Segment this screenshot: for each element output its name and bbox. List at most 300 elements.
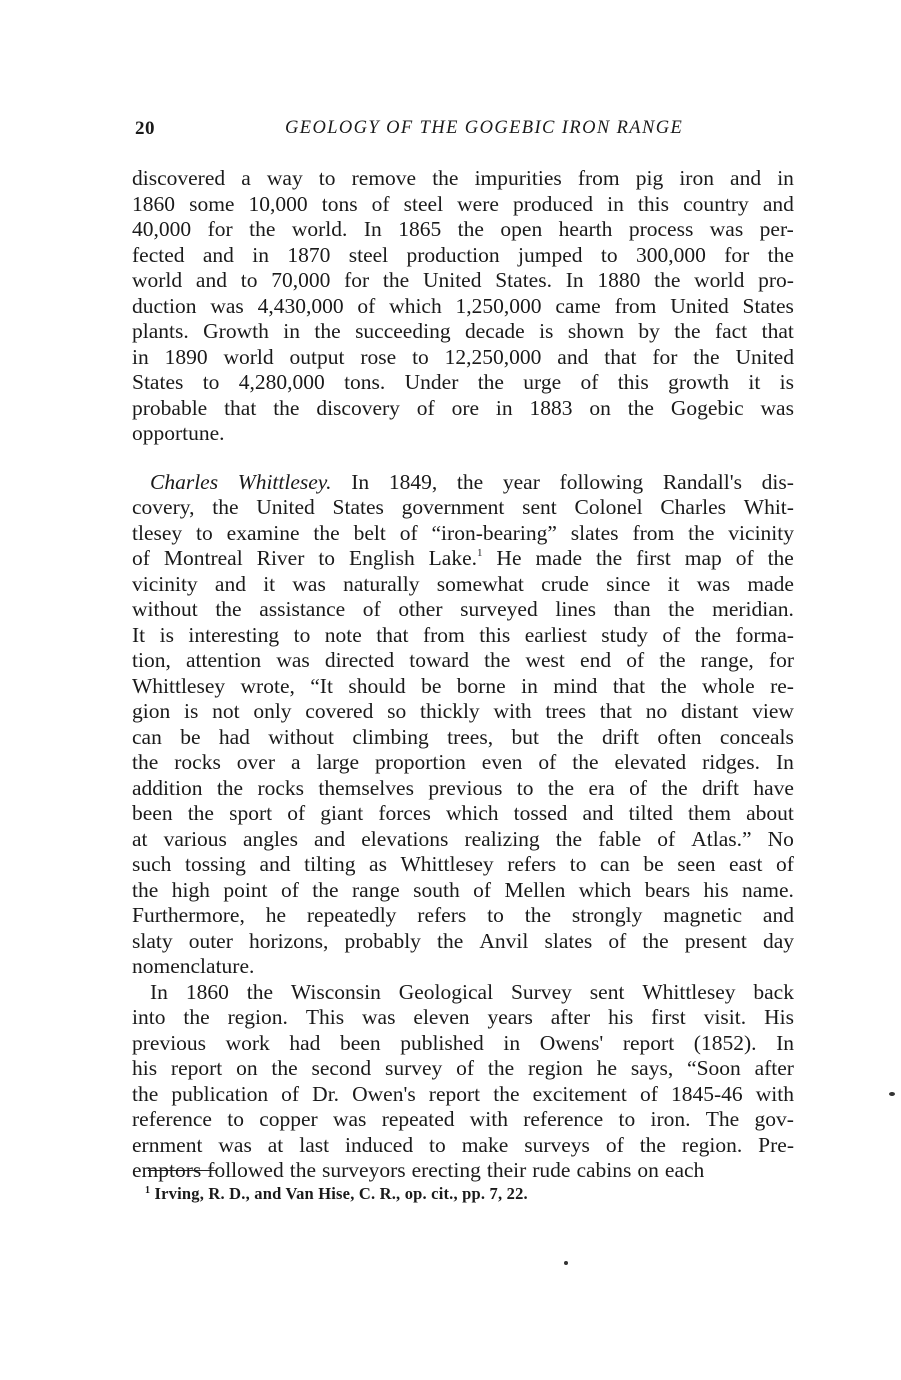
word: the — [457, 217, 484, 241]
word: 4,280,000 — [238, 370, 325, 394]
word: Whit- — [743, 495, 794, 519]
word: sent — [589, 979, 625, 1004]
word: of — [608, 928, 627, 953]
word: of — [281, 1081, 300, 1106]
word: belt — [353, 520, 386, 545]
word: slaty — [132, 928, 173, 953]
text-line — [132, 725, 794, 751]
word: the — [639, 1132, 666, 1157]
word: years — [487, 1005, 533, 1029]
word: large — [316, 750, 360, 774]
word: of — [626, 648, 645, 672]
word: was — [276, 648, 310, 672]
word: to — [429, 1132, 446, 1157]
word: 1849, — [388, 469, 438, 494]
word: south — [413, 877, 460, 902]
word: copper — [259, 1107, 318, 1131]
word: only — [253, 699, 292, 723]
word: Montreal — [163, 546, 243, 570]
word: second — [311, 1056, 372, 1080]
word: even — [481, 750, 523, 774]
word: was — [210, 293, 244, 318]
word: to — [202, 370, 220, 394]
word: meridian. — [712, 597, 794, 621]
word: of — [371, 191, 390, 216]
word: the — [674, 319, 701, 343]
word: last — [299, 1132, 330, 1157]
word: (1852). — [693, 1030, 757, 1055]
word: In — [776, 1030, 794, 1055]
word: way — [266, 166, 303, 190]
word: end — [580, 648, 612, 672]
word: of — [657, 826, 676, 851]
word: to — [618, 1107, 636, 1131]
word: says, — [630, 1056, 674, 1080]
word: the — [314, 319, 341, 343]
word: west — [525, 648, 565, 672]
word: of — [639, 1081, 658, 1106]
word: and — [730, 166, 762, 190]
word: it — [748, 370, 761, 394]
word: thickly — [419, 699, 480, 723]
word: plants. — [132, 319, 189, 343]
word: 1865 — [398, 217, 442, 241]
word: published — [400, 1030, 484, 1055]
word: is — [779, 370, 794, 394]
word: work — [225, 1030, 270, 1055]
word: point — [223, 877, 268, 902]
word: crude — [541, 571, 589, 596]
word: note — [324, 622, 362, 647]
word: 1860 — [185, 979, 229, 1004]
word: and — [582, 801, 614, 825]
word: produced — [513, 191, 594, 216]
word: of — [362, 597, 381, 621]
word: drift — [701, 775, 740, 800]
text-line — [132, 954, 794, 980]
word: In — [775, 750, 794, 774]
word: 1,250,000 — [455, 293, 542, 318]
word: to — [600, 242, 618, 267]
word: world — [223, 344, 274, 369]
word: of — [399, 520, 418, 545]
word: magnetic — [663, 903, 743, 927]
word: the — [183, 1005, 210, 1029]
text-line — [132, 470, 794, 496]
text-line — [132, 648, 794, 674]
word: from — [614, 293, 657, 318]
word: had — [218, 724, 250, 749]
word: following — [559, 469, 644, 494]
word: nomenclature. — [132, 954, 255, 978]
word: not — [212, 699, 240, 723]
word: directed — [324, 648, 395, 672]
word: per- — [759, 217, 794, 241]
word: was — [218, 1132, 252, 1157]
word: the — [660, 673, 687, 698]
word: at — [267, 1132, 284, 1157]
word: were — [457, 191, 499, 216]
word: slates — [570, 520, 619, 545]
word: and — [202, 242, 234, 267]
text-line — [132, 1082, 794, 1108]
word: of — [280, 877, 299, 902]
word: Lake.$^1$ — [428, 546, 483, 570]
word: rocks — [174, 750, 221, 774]
word: day — [762, 928, 794, 953]
word: 1860 — [132, 191, 175, 216]
word: to — [412, 344, 429, 369]
word: was — [709, 217, 744, 241]
word: for — [768, 648, 794, 672]
word: 1883 — [529, 395, 573, 420]
text-line — [132, 980, 794, 1006]
text-line — [132, 495, 794, 521]
word: “Soon — [687, 1056, 741, 1080]
word: to — [318, 546, 336, 570]
word: Geological — [398, 979, 494, 1004]
word: probably — [344, 928, 421, 953]
word: Growth — [203, 319, 269, 343]
word: was — [760, 395, 794, 420]
word: the — [572, 750, 599, 774]
word: tossing — [184, 852, 246, 876]
word: be — [180, 724, 201, 749]
word: repeatedly — [306, 903, 397, 927]
word: discovered — [132, 166, 226, 190]
word: region — [527, 1056, 583, 1080]
text-line — [132, 801, 794, 827]
word: such — [132, 852, 172, 876]
word: first — [636, 546, 671, 570]
text-line — [132, 1133, 794, 1159]
word: succeeding — [355, 319, 451, 343]
word: fected — [132, 242, 185, 267]
text-line — [132, 521, 794, 547]
word: Owens' — [539, 1030, 604, 1055]
word: United — [670, 293, 729, 318]
word: various — [163, 826, 227, 851]
word: the — [312, 877, 339, 902]
word: as — [369, 852, 387, 876]
word: some — [189, 191, 235, 216]
word: States. — [495, 268, 552, 292]
word: previous — [132, 1030, 207, 1055]
word: impurities — [474, 166, 562, 190]
word: name. — [741, 877, 794, 902]
word: no — [645, 699, 668, 723]
word: without — [268, 724, 334, 749]
word: tons. — [344, 370, 386, 394]
word: duction — [132, 293, 197, 318]
word: States — [742, 293, 794, 318]
word: the — [487, 1056, 515, 1080]
word: made — [535, 546, 582, 570]
word: them — [687, 801, 731, 825]
word: naturally — [343, 571, 420, 596]
text-line — [132, 294, 794, 320]
word: from — [577, 166, 620, 190]
word: 4,430,000 — [257, 293, 344, 318]
word: world — [132, 268, 183, 292]
word: his — [132, 1056, 158, 1080]
word: pig — [635, 166, 664, 190]
word: “It — [310, 673, 333, 698]
word: whole — [702, 673, 755, 698]
word: in — [777, 166, 794, 190]
word: world. — [291, 217, 348, 241]
word: steel — [348, 242, 389, 267]
word: publication — [171, 1081, 269, 1106]
word: for — [207, 217, 233, 241]
word: by — [638, 319, 660, 343]
word: iron. — [650, 1107, 691, 1131]
word: he — [265, 903, 287, 927]
word: This — [305, 1005, 345, 1029]
word: forma- — [735, 622, 794, 647]
word: other — [398, 597, 443, 621]
word: that — [761, 319, 794, 343]
word: the — [555, 826, 583, 851]
word: the — [246, 979, 274, 1004]
word: steel — [403, 191, 444, 216]
word: with — [755, 1081, 794, 1106]
word: was — [696, 571, 731, 596]
word: ernment — [132, 1132, 203, 1157]
word: In — [351, 469, 370, 494]
word: vicinity — [132, 571, 198, 596]
word: had — [289, 1030, 321, 1055]
word: from — [422, 622, 465, 647]
word: in — [132, 344, 149, 369]
word: high — [171, 877, 210, 902]
word: outer — [188, 928, 233, 953]
word: for — [344, 268, 370, 292]
word: 40,000 — [132, 217, 192, 241]
word: it — [263, 571, 276, 596]
word: into — [132, 1005, 166, 1029]
word: realizing — [464, 826, 540, 851]
word: report — [428, 1081, 481, 1106]
word: pro- — [758, 268, 794, 292]
word: examine — [226, 520, 300, 545]
word: growth — [668, 370, 730, 394]
word: Whittlesey — [132, 673, 226, 698]
word: the — [132, 1081, 159, 1106]
word: Anvil — [479, 928, 529, 953]
word: gion — [132, 699, 171, 723]
text-line — [132, 268, 794, 294]
word: re- — [770, 673, 794, 698]
word: output — [289, 344, 345, 369]
word: English — [349, 546, 415, 570]
word: of — [473, 877, 492, 902]
word: “iron-bearing” — [431, 520, 557, 545]
word: dis- — [761, 469, 794, 494]
paragraph — [132, 980, 794, 1184]
word: of — [287, 801, 306, 825]
word: that — [604, 344, 637, 369]
word: the — [289, 1158, 316, 1182]
word: conceals — [719, 724, 794, 749]
text-line — [132, 699, 794, 725]
text-line — [132, 370, 794, 396]
word: and — [314, 826, 346, 851]
word: of — [605, 1132, 624, 1157]
word: after — [754, 1056, 794, 1080]
word: Charles — [150, 469, 219, 494]
word: and — [762, 903, 794, 927]
word: the — [132, 877, 159, 902]
word: be — [421, 673, 442, 698]
word: trees, — [447, 724, 494, 749]
word: been — [340, 1030, 381, 1055]
word: The — [705, 1107, 740, 1131]
word: 70,000 — [271, 268, 331, 292]
word: jumped — [518, 242, 583, 267]
word: interesting — [188, 622, 280, 647]
word: it — [667, 571, 680, 596]
word: bears — [644, 877, 691, 902]
word: urge — [523, 370, 562, 394]
word: In — [363, 217, 382, 241]
word: the — [477, 370, 504, 394]
word: Owen's — [352, 1081, 416, 1106]
word: Whittlesey — [642, 979, 736, 1004]
word: the — [547, 775, 575, 800]
word: trees — [545, 699, 587, 723]
word: the — [382, 268, 410, 292]
word: reference — [132, 1107, 212, 1131]
text-line — [132, 345, 794, 371]
word: River — [256, 546, 305, 570]
word: be — [643, 852, 664, 876]
word: and — [214, 571, 246, 596]
word: and — [762, 191, 794, 216]
word: his — [703, 877, 729, 902]
word: of — [132, 546, 150, 570]
word: this — [617, 370, 649, 394]
word: and — [259, 852, 291, 876]
word: vicinity — [728, 520, 794, 545]
word: United — [735, 344, 794, 369]
word: for — [652, 344, 678, 369]
word: distant — [681, 699, 739, 723]
text-line — [132, 623, 794, 649]
word: that — [612, 673, 646, 698]
word: on — [236, 1056, 258, 1080]
word: tossed — [513, 801, 568, 825]
word: of — [538, 750, 557, 774]
word: was — [362, 1005, 396, 1029]
text-line — [132, 1005, 794, 1031]
word: induced — [345, 1132, 414, 1157]
word: survey — [384, 1056, 443, 1080]
text-line — [132, 319, 794, 345]
word: after — [550, 1005, 591, 1029]
text-line — [132, 243, 794, 269]
word: map — [684, 546, 722, 570]
text-line — [132, 1056, 794, 1082]
word: he — [596, 1056, 617, 1080]
word: themselves — [318, 775, 414, 800]
word: the — [767, 242, 794, 267]
word: this — [479, 622, 511, 647]
word: the — [595, 546, 623, 570]
text-line — [132, 1107, 794, 1133]
word: covered — [305, 699, 374, 723]
word: In — [150, 979, 168, 1004]
word: followed — [207, 1158, 284, 1182]
word: tilting — [304, 852, 356, 876]
word: east — [729, 852, 763, 876]
word: reference — [523, 1107, 604, 1131]
word: the — [456, 469, 484, 494]
word: in — [495, 395, 513, 420]
word: States — [332, 495, 384, 519]
word: to — [487, 903, 504, 927]
page-number: 20 — [135, 118, 155, 139]
word: He — [496, 546, 522, 570]
body-text — [132, 166, 794, 1184]
word: to — [516, 775, 534, 800]
word: been — [132, 801, 173, 825]
word: to — [293, 622, 311, 647]
word: the — [557, 724, 584, 749]
word: surveys — [524, 1132, 590, 1157]
word: tion, — [132, 648, 171, 672]
word: erecting — [411, 1158, 481, 1182]
word: first — [651, 1005, 686, 1029]
text-line — [132, 674, 794, 700]
word: the — [273, 395, 300, 420]
word: somewhat — [436, 571, 524, 596]
page-header — [135, 118, 795, 148]
word: the — [693, 344, 720, 369]
word: surveyors — [322, 1158, 406, 1182]
word: excitement — [532, 1081, 627, 1106]
word: the — [642, 928, 669, 953]
word: 300,000 — [635, 242, 706, 267]
word: than — [613, 597, 651, 621]
word: the — [216, 775, 244, 800]
word: in — [283, 319, 300, 343]
paragraph — [132, 470, 794, 980]
word: was — [292, 571, 326, 596]
word: addition — [132, 775, 203, 800]
word: Survey — [510, 979, 572, 1004]
word: without — [132, 597, 198, 621]
word: year — [502, 469, 540, 494]
word: His — [764, 1005, 794, 1029]
word: Randall's — [662, 469, 742, 494]
word: Charles — [660, 495, 727, 519]
word: the — [493, 1081, 520, 1106]
word: visit. — [703, 1005, 747, 1029]
word: made — [747, 571, 794, 596]
text-line — [132, 166, 794, 192]
text-line — [132, 750, 794, 776]
word: refers — [507, 852, 557, 876]
word: refers — [417, 903, 467, 927]
word: borne — [456, 673, 506, 698]
word: Wisconsin — [290, 979, 381, 1004]
word: slates — [544, 928, 593, 953]
word: toward — [409, 648, 469, 672]
word: Furthermore, — [132, 903, 245, 927]
word: open — [500, 217, 543, 241]
word: process — [628, 217, 694, 241]
